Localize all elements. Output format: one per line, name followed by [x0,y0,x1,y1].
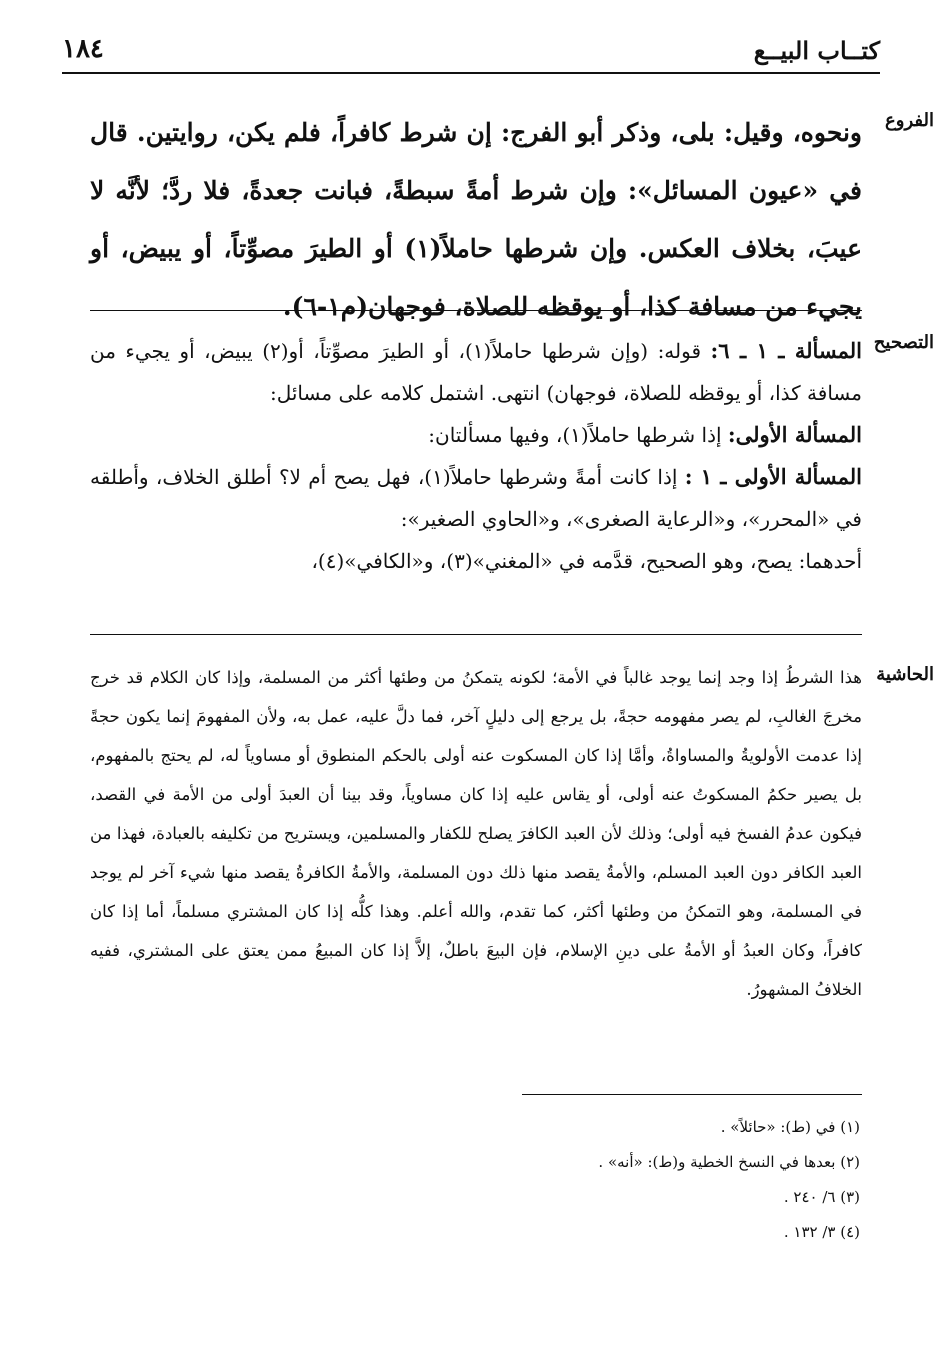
issue-text: قوله: (وإن شرطها حاملاً(١)، أو الطيرَ مصوِّتاً، أو(٢) يبيض، أو يجيء من مسافة كذا، أو يوقظه للصلاة، فوجهان) انتهى. اشتمل كلامه على مسائل: [90,339,862,405]
hashiya-paragraph: هذا الشرطُ إذا وجد إنما يوجد غالباً في الأمة؛ لكونه يتمكنُ من وطئها أكثر من المسلمة، وإذا كان الكلام قد خرج مخرجَ الغالبِ، لم يصر مفهومه حجةً، بل يرجع إلى دليلٍ آخر، فما دلَّ عليه، عمل به، ولأن المفهومَ إنما يكون حجةً إذا عدمت الأولويةُ والمساواةُ، وأمَّا إذا كان المسكوت عنه أولى بالحكم المنطوق أو مساوياً له، لم يحتج بالمفهوم، بل يصير حكمُ المسكوتُ عنه أولى، أو يقاس عليه إذا كان مساوياً، وقد بينا أن العبدَ أولى من الأمة في القصد، فيكون عدمُ الفسخ فيه أولى؛ وذلك لأن العبد الكافرَ يصلح للكفار والمسلمين، ويستريح من تكليفه بالعبادة، فهذا من العبد الكافر دون العبد المسلم، والأمةُ يقصد منها ذلك دون المسلمة، والأمةُ الكافرةُ يقصد منها شيء آخر لم يوجد في المسلمة، وهو التمكنُ من وطئها أكثر، كما تقدم، والله أعلم. وهذا كلُّه إذا كان المشتري مسلماً، أما إذا كان كافراً، وكان العبدُ أو الأمةُ على دينِ الإسلام، فإن البيعَ باطلٌ، إلاَّ إذا كان المبيعُ ممن يعتق على المشتري، ففيه الخلافُ المشهورُ. [90,668,862,999]
tashih-text [90,330,862,582]
tashih-paragraph-4: أحدهما: يصح، وهو الصحيح، قدَّمه في «المغني»(٣)، و«الكافي»(٤)، [311,549,862,573]
header-rule [62,72,880,74]
section-divider [90,310,862,311]
section-label-furu: الفروع [885,110,934,131]
footnote: (٢) بعدها في النسخ الخطية و(ط): «أنه» . [598,1153,860,1171]
footnote: (٣) ٦/ ٢٤٠ . [783,1188,860,1206]
tashih-paragraph-1 [90,330,862,414]
issue-text: إذا شرطها حاملاً(١)، وفيها مسألتان: [428,423,722,447]
issue-heading: المسألة الأولى ـ ١ : [684,464,862,489]
book-title: كتــاب البيــع [753,36,880,65]
tashih-paragraph-2 [90,414,862,456]
section-divider [90,634,862,635]
footnote: (٤) ٣/ ١٣٢ . [783,1223,860,1241]
tashih-paragraph-3 [90,456,862,540]
furu-paragraph: ونحوه، وقيل: بلى، وذكر أبو الفرج: إن شرط كافراً، فلم يكن، روايتين. قال في «عيون المسائل»: وإن شرط أمةً سبطةً، فبانت جعدةً، فلا ردَّ؛ لأنَّه لا عيبَ، بخلاف العكس. وإن شرطها حاملاً(١) أو الطيرَ مصوِّتاً، أو يبيض، أو يجيء من مسافة كذا، أو يوقظه للصلاة، فوجهان(م١-٦). [90,118,862,321]
hashiya-text [90,658,862,1009]
section-label-tashih: التصحيح [873,332,934,353]
issue-heading: المسألة ـ ١ ـ ٦: [710,338,863,363]
footnote: (١) في (ط): «حائلاً» . [720,1118,860,1136]
issue-text: إذا كانت أمةً وشرطها حاملاً(١)، فهل يصح أم لا؟ أطلق الخلاف، وأطلقه في «المحرر»، و«الرعاية الصغرى»، و«الحاوي الصغير»: [90,465,862,531]
footnote-rule [522,1094,862,1095]
section-label-hashiya: الحاشية [876,664,934,685]
issue-heading: المسألة الأولى: [727,422,862,447]
footnotes [88,1110,860,1250]
page-header [62,34,880,70]
page-number: ١٨٤ [62,34,104,64]
furu-text [90,104,862,336]
